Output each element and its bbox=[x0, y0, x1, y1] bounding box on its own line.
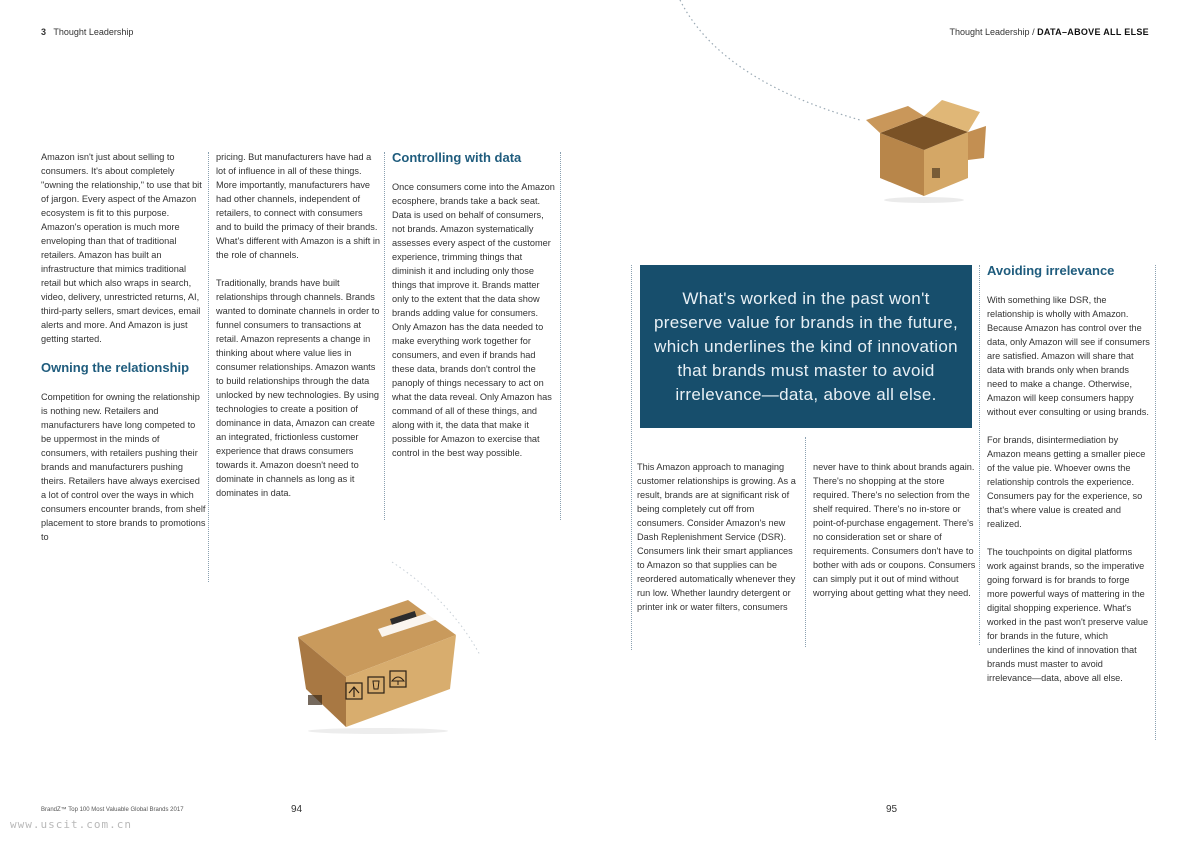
body-paragraph: The touchpoints on digital platforms work against brands, so the imperative going forward is for brands to forge more powerful ways of mattering in the digital shopping experience. What's worked in the past won't preserve value for brands in the future, which underlines the kind of innovation that brands must master to avoid irrelevance—data, above all else. bbox=[987, 547, 1149, 683]
page-number-left: 94 bbox=[291, 804, 303, 815]
column-divider bbox=[560, 152, 561, 520]
watermark: www.uscit.com.cn bbox=[10, 818, 132, 831]
closed-box-illustration bbox=[288, 585, 463, 735]
body-paragraph: With something like DSR, the relationship is wholly with Amazon. Because Amazon has control over the data, only Amazon will see if consumers are satisfied. Amazon will share that data with brands only when brands need to make a change. Otherwise, Amazon will keep consumers happy without ever consulting or using brands. bbox=[987, 295, 1150, 417]
page-section-number: 3 bbox=[41, 27, 47, 37]
breadcrumb-separator: / bbox=[1032, 27, 1035, 37]
body-paragraph: For brands, disintermediation by Amazon means getting a smaller piece of the value pie. Whoever owns the relationship controls the experience. Consumers pay for the experience, so that's where value is created and realized. bbox=[987, 435, 1146, 529]
body-paragraph: This Amazon approach to managing customer relationships is growing. As a result, brands are at significant risk of being completely cut off from consumers. Consider Amazon's new Dash Replenishment Service (DSR). Consumers link their smart appliances to Amazon so that supplies can be reordered automatically whenever they run low. Whether laundry detergent or printer ink or water filters, consumers bbox=[637, 462, 796, 612]
column-4 bbox=[637, 460, 801, 628]
header-right bbox=[950, 27, 1150, 37]
section-title: Thought Leadership bbox=[53, 27, 134, 37]
section-heading-owning: Owning the relationship bbox=[41, 360, 190, 375]
column-divider bbox=[805, 437, 806, 647]
column-3 bbox=[392, 150, 557, 474]
page-number-right: 95 bbox=[886, 804, 898, 815]
column-divider bbox=[1155, 265, 1156, 740]
pull-quote bbox=[640, 265, 972, 428]
body-paragraph: Once consumers come into the Amazon ecosphere, brands take a back seat. Data is used on behalf of consumers, not brands. Amazon systematically assesses every aspect of the customer experience, trimming things that diminish it and including only those things that improve it. Brands matter only to the extent that the data show brands adding value for consumers. Only Amazon has the data needed to make everything work together for consumers, and even if brands had these data, brands don't control the panoply of things necessary to act on what the data reveal. Only Amazon has command of all of these things, and along with it, the data that make it possible for Amazon to exercise that control in the best way possible. bbox=[392, 182, 555, 458]
column-5 bbox=[813, 460, 977, 614]
column-1 bbox=[41, 150, 206, 558]
open-box-illustration bbox=[862, 98, 992, 203]
column-divider bbox=[208, 152, 209, 582]
column-divider bbox=[384, 152, 385, 520]
body-paragraph: Amazon isn't just about selling to consumers. It's about completely "owning the relationship," to use that bit of jargon. Every aspect of the Amazon ecosystem is fit to this purpose. Amazon's operation is much more enveloping than that of traditional retailers. Amazon has built an infrastructure that mimics traditional retail but which also wraps in search, video, delivery, unrestricted returns, AI, third-party sellers, smart devices, email alerts and more. And Amazon is just getting started. bbox=[41, 152, 202, 344]
section-heading-controlling: Controlling with data bbox=[392, 150, 522, 165]
body-paragraph: never have to think about brands again. There's no shopping at the store required. There's no selection from the shelf required. There's no in-store or point-of-purchase engagement. There's no consideration set or share of requirements. Consumers don't have to bother with ads or coupons. Consumers can simply put it out of mind without worrying about getting what they need. bbox=[813, 462, 976, 598]
section-heading-avoiding: Avoiding irrelevance bbox=[987, 263, 1115, 278]
publication-credit: BrandZ™ Top 100 Most Valuable Global Brands 2017 bbox=[41, 807, 184, 813]
pull-quote-text: What's worked in the past won't preserve value for brands in the future, which underlines the kind of innovation that brands must master to avoid irrelevance—data, above all else. bbox=[654, 288, 958, 404]
header-left bbox=[41, 27, 133, 37]
body-paragraph: pricing. But manufacturers have had a lot of influence in all of these things. More importantly, manufacturers have had other channels, independent of retailers, to connect with consumers and to build the primacy of their brands. What's different with Amazon is a shift in the role of channels. bbox=[216, 152, 380, 260]
column-divider bbox=[979, 265, 980, 645]
body-paragraph: Traditionally, brands have built relationships through channels. Brands wanted to dominate channels in order to funnel consumers to transactions at retail. Amazon represents a change in thinking about where value lies in consumer relationships. Amazon wants to build relationships through the data unlocked by new technologies. By using technologies to create a position of dominance in data, Amazon can create an integrated, frictionless customer experience that draws consumers towards it. Amazon doesn't need to dominate in channels as long as it dominates in data. bbox=[216, 278, 380, 498]
column-2 bbox=[216, 150, 380, 514]
body-paragraph: Competition for owning the relationship is nothing new. Retailers and manufacturers have long competed to be uppermost in the minds of consumers, with retailers pushing their brands and manufacturers pushing theirs. Retailers have always exercised a lot of control over the ways in which consumers encounter brands, from shelf placement to store brands to promotions to bbox=[41, 392, 206, 542]
column-divider bbox=[631, 265, 632, 650]
article-title: DATA–ABOVE ALL ELSE bbox=[1037, 27, 1149, 37]
column-6 bbox=[987, 263, 1150, 699]
section-title-right: Thought Leadership bbox=[949, 27, 1030, 37]
